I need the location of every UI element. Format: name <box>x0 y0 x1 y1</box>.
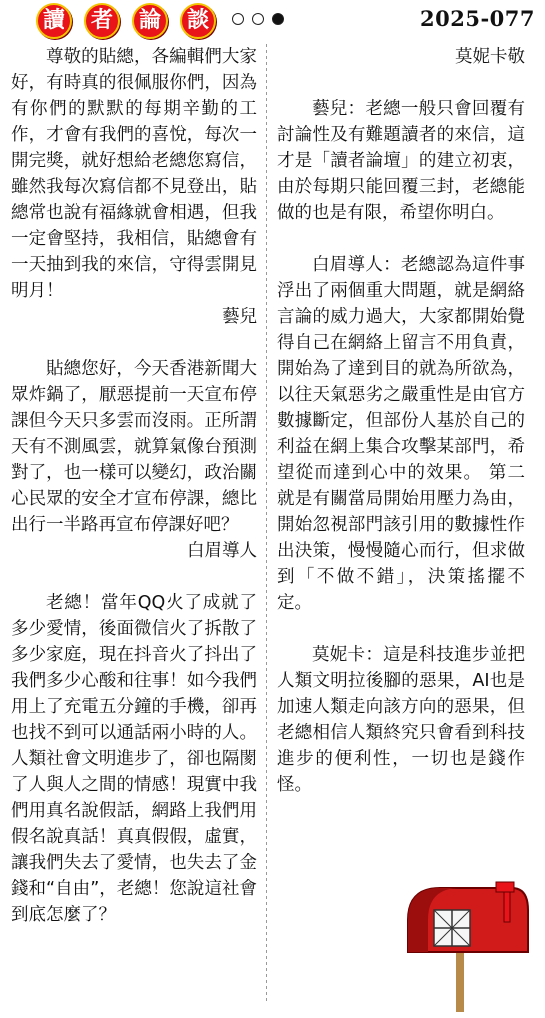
dot-icon <box>232 13 244 25</box>
mailbox-icon <box>400 880 532 1012</box>
title-char-4: 談 <box>180 3 216 39</box>
reply-text: 藝兒：老總一般只會回覆有討論性及有難題讀者的來信，這才是「讀者論壇」的建立初衷，由於每期只能回覆三封，老總能做的也是有限，希望你明白。 <box>277 99 525 223</box>
dot-icon <box>252 13 264 25</box>
letter-text: 貼總您好，今天香港新聞大眾炸鍋了，厭惡提前一天宣布停課但今天只多雲而沒雨。正所謂天有不測風雲，就算氣像台預測對了，也一樣可以變幻，政治關心民眾的安全才宣布停課，總比出行一半路再宣布停課好吧？ <box>11 359 257 535</box>
reply-text: 莫妮卡：這是科技進步並把人類文明拉後腳的惡果，AI也是加速人類走向該方向的惡果，但老總相信人類終究只會看到科技進步的便利性，一切也是錢作怪。 <box>277 645 525 795</box>
column-divider <box>266 44 267 1004</box>
dot-filled-icon <box>272 13 284 25</box>
issue-number: 2025-077 <box>420 6 535 31</box>
title-char-1: 讀 <box>36 3 72 39</box>
title-char-2: 者 <box>84 3 120 39</box>
letter-author: 藝兒 <box>222 307 257 327</box>
letter-author: 白眉導人 <box>187 541 257 561</box>
letter-text: 老總！當年QQ火了成就了多少愛情，後面微信火了拆散了多少家庭，現在抖音火了抖出了我們多少心酸和往事！如今我們用上了充電五分鐘的手機，卻再也找不到可以通話兩小時的人。人類社會文明進步了，卻也隔閡了人與人之間的情感！現實中我們用真名說假話，網路上我們用假名說真話！真真假假，虛實，讓我們失去了愛情，也失去了金錢和“自由”，老總！您說這社會到底怎麼了？ <box>11 593 257 925</box>
letters-column <box>11 44 257 928</box>
reply-text: 白眉導人：老總認為這件事浮出了兩個重大問題，就是網絡言論的威力過大，大家都開始覺得自己在網絡上留言不用負責，開始為了達到目的就為所欲為，以往天氣惡劣之嚴重性是由官方數據斷定，但部份人基於自己的利益在網上集合攻擊某部門，希望從而達到心中的效果。 第二就是有關當局開始用壓力為由，開始忽視部門該引用的數據性作出決策，慢慢隨心而行，但求做到「不做不錯」，決策搖擺不定。 <box>277 255 525 613</box>
title-char-3: 論 <box>132 3 168 39</box>
letter-author: 莫妮卡敬 <box>455 47 525 67</box>
column-header <box>0 0 545 40</box>
letter-text: 尊敬的貼總，各編輯們大家好，有時真的很佩服你們，因為有你們的默默的每期辛勤的工作，才會有我們的喜悅，每次一開完獎，就好想給老總您寫信，雖然我每次寫信都不見登出，貼總常也說有福緣就會相遇，但我一定會堅持，我相信，貼總會有一天抽到我的來信，守得雲開見明月！ <box>11 47 257 301</box>
replies-column <box>277 44 525 798</box>
